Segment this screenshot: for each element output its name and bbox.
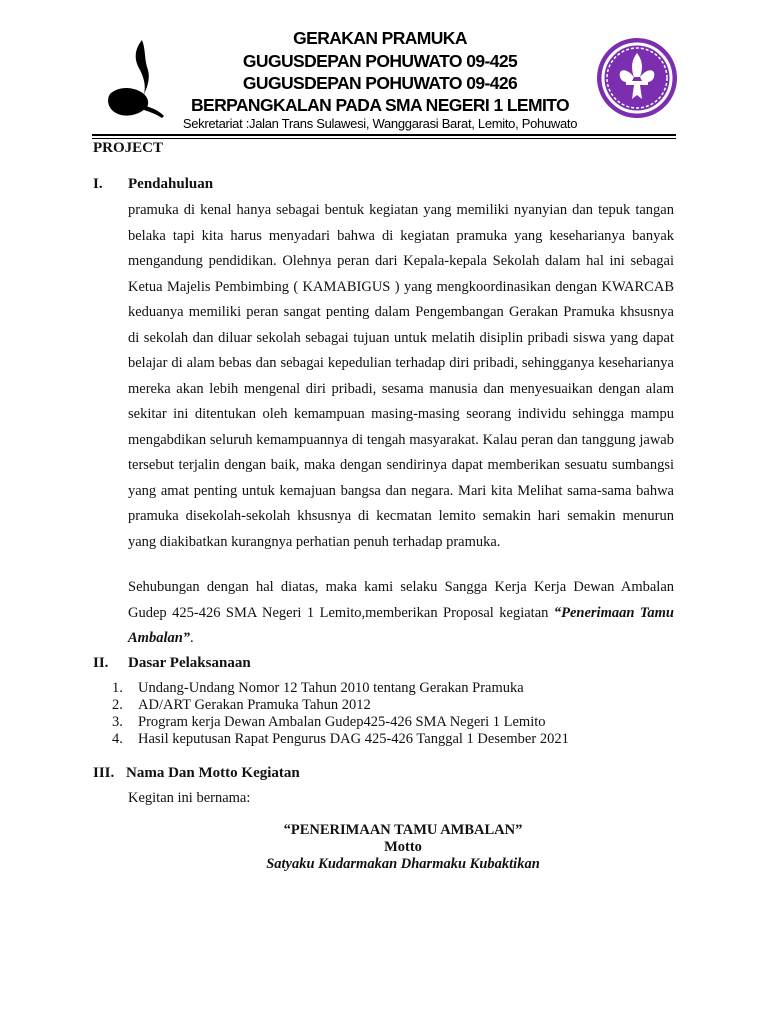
header-rule-thin (92, 138, 676, 139)
secretariat-address: Sekretariat :Jalan Trans Sulawesi, Wanggarasi Barat, Lemito, Pohuwato (182, 116, 578, 131)
paragraph-2-end: . (190, 630, 194, 646)
section-1-paragraph-2 (128, 575, 674, 652)
activity-name: “PENERIMAAN TAMU AMBALAN” (283, 822, 523, 838)
letterhead (0, 0, 768, 140)
section-1-paragraph-1: pramuka di kenal hanya sebagai bentuk kegiatan yang memiliki nyanyian dan tepuk tangan belaka tapi kita harus menyadari bahwa di kegiatan pramuka yang keseharianya banyak mengandung pendidikan. Olehnya peran dari Kepala-kepala Sekolah dalam hal ini sebagai Ketua Majelis Pembimbing ( KAMABIGUS ) yang mengkoordinasikan dengan KWARCAB keduanya memiliki peran sangat penting dalam Pengembangan Gerakan Pramuka khsusnya di sekolah dan diluar sekolah sebagai tujuan untuk melatih disiplin pribadi siswa yang dapat belajar di alam bebas dan sebagai kepedulian terhadap diri pribadi, sehingganya keseharianya mereka akan lebih mengenal diri pribadi, sesama manusia dan menyesuaikan dengan alam sekitar ini ditentukan oleh kemampuan masing-masing seorang individu sehingga mampu mengabdikan seluruh kemampuannya di tengah masyarakat. Kalau peran dan tanggung jawab tersebut terjalin dengan baik, maka dengan sendirinya dapat memberikan sesuatu sumbangsi yang amat penting untuk kemajuan bangsa dan negara. Mari kita Melihat sama-sama bahwa pramuka disekolah-sekolah khsusnya di kecmatan lemito semakin hari semakin menurun yang diakibatkan kurangnya perhatian penuh terhadap pramuka. (128, 202, 674, 550)
list-item-text: Hasil keputusan Rapat Pengurus DAG 425-426 Tanggal 1 Desember 2021 (138, 731, 569, 747)
list-item-number: 1. (112, 680, 123, 696)
section-3-number: III. (93, 765, 115, 781)
section-2-heading: Dasar Pelaksanaan (128, 655, 251, 671)
list-item-number: 2. (112, 697, 123, 713)
list-item-text: Program kerja Dewan Ambalan Gudep425-426 SMA Negeri 1 Lemito (138, 714, 546, 730)
organization-name: GERAKAN PRAMUKA (293, 28, 467, 48)
list-item-number: 4. (112, 731, 123, 747)
list-item (112, 697, 672, 714)
section-1-heading: Pendahuluan (128, 176, 214, 192)
list-item-number: 3. (112, 714, 123, 730)
section-1-number: I. (93, 176, 103, 192)
paragraph-2-text: Sehubungan dengan hal diatas, maka kami selaku Sangga Kerja Kerja Dewan Ambalan Gudep 425-426 SMA Negeri 1 Lemito,memberikan Proposal kegiatan (128, 579, 674, 621)
gudep-line-425: GUGUSDEPAN POHUWATO 09-425 (242, 51, 518, 71)
document-title: PROJECT (93, 140, 164, 156)
activity-name-emphasis: “Penerimaan Tamu Ambalan” (128, 604, 674, 646)
header-rule-thick (92, 134, 676, 136)
motto-text: Satyaku Kudarmakan Dharmaku Kubaktikan (266, 856, 540, 872)
legal-basis-list (112, 680, 672, 748)
section-3-heading: Nama Dan Motto Kegiatan (126, 765, 300, 781)
activity-intro: Kegitan ini bernama: (128, 790, 251, 806)
gudep-line-426: GUGUSDEPAN POHUWATO 09-426 (242, 73, 518, 93)
list-item-text: Undang-Undang Nomor 12 Tahun 2010 tentang Gerakan Pramuka (138, 680, 524, 696)
motto-label: Motto (384, 839, 422, 855)
list-item (112, 680, 672, 697)
world-scout-emblem-icon (596, 37, 678, 119)
list-item (112, 731, 672, 748)
list-item-text: AD/ART Gerakan Pramuka Tahun 2012 (138, 697, 371, 713)
school-base-line: BERPANGKALAN PADA SMA NEGERI 1 LEMITO (190, 95, 570, 115)
list-item (112, 714, 672, 731)
section-2-number: II. (93, 655, 109, 671)
